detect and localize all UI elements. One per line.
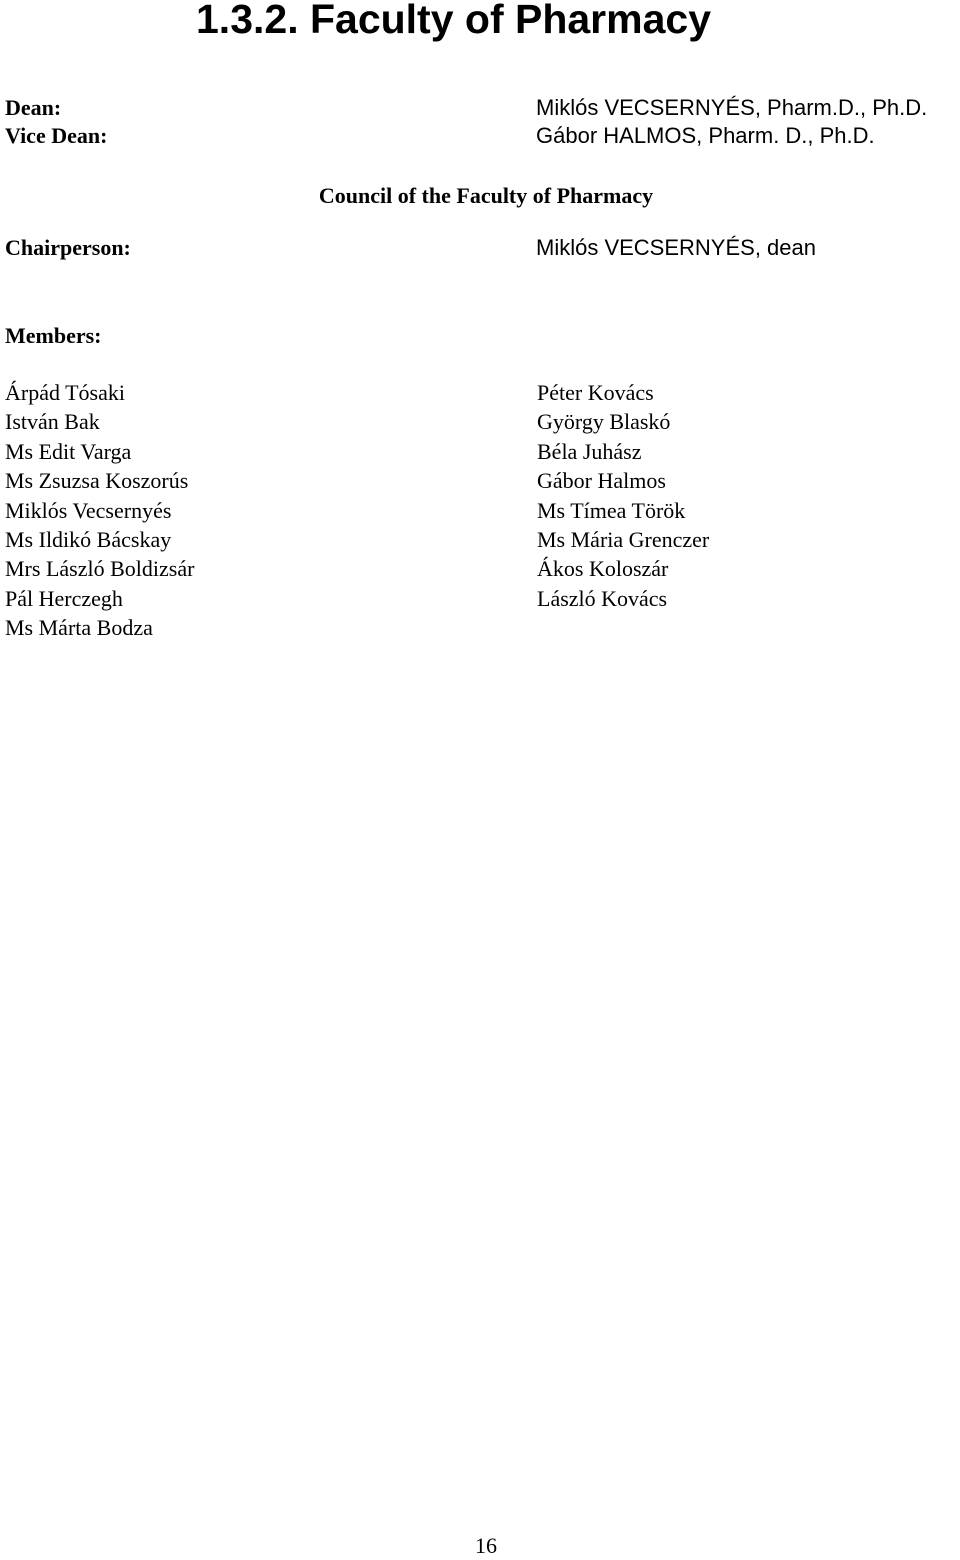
member-name: Miklós Vecsernyés <box>5 497 172 523</box>
dean-label: Dean: <box>5 95 62 120</box>
member-name: Ms Ildikó Bácskay <box>5 527 172 553</box>
vice-dean-value: Gábor HALMOS, Pharm. D., Ph.D. <box>536 123 875 148</box>
member-name: Árpád Tósaki <box>5 380 125 405</box>
vice-dean-label: Vice Dean: <box>5 123 108 148</box>
member-name: Péter Kovács <box>537 380 654 405</box>
members-list-right <box>537 378 709 613</box>
member-name: László Kovács <box>537 585 668 611</box>
members-list-left <box>5 378 194 643</box>
member-name: Gábor Halmos <box>537 468 666 494</box>
member-name: Ms Edit Varga <box>5 438 132 464</box>
chairperson-value: Miklós VECSERNYÉS, dean <box>536 235 816 260</box>
member-name: Ms Tímea Török <box>537 497 686 523</box>
member-name: Ms Mária Grenczer <box>537 527 710 553</box>
member-name: Ms Zsuzsa Koszorús <box>5 468 189 494</box>
chairperson-label: Chairperson: <box>5 235 131 260</box>
members-label: Members: <box>5 323 102 348</box>
member-name: Ms Márta Bodza <box>5 615 153 641</box>
council-heading: Council of the Faculty of Pharmacy <box>318 183 654 208</box>
dean-value: Miklós VECSERNYÉS, Pharm.D., Ph.D. <box>536 95 928 120</box>
section-title: 1.3.2. Faculty of Pharmacy <box>196 0 712 42</box>
member-name: Mrs László Boldizsár <box>5 556 195 582</box>
member-name: Béla Juhász <box>537 438 642 464</box>
member-name: Ákos Koloszár <box>537 556 669 582</box>
member-name: István Bak <box>5 409 100 435</box>
member-name: György Blaskó <box>537 409 671 435</box>
page-number: 16 <box>475 1533 497 1558</box>
member-name: Pál Herczegh <box>5 585 123 611</box>
